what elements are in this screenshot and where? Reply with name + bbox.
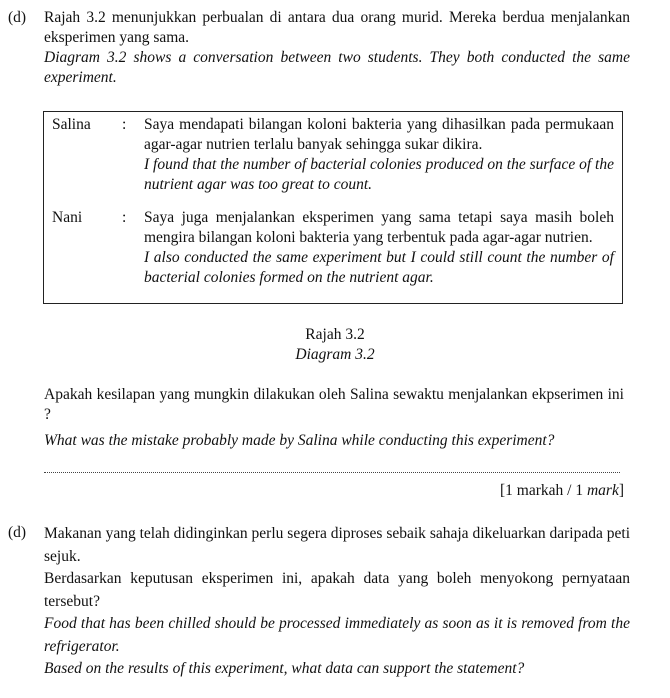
speech-malay: Saya juga menjalankan eksperimen yang sama tetapi saya masih boleh mengira bilangan koloni bakteria yang terbentuk pada agar-agar nutrien. — [144, 209, 614, 246]
conversation-box — [43, 111, 623, 304]
diagram-caption-malay: Rajah 3.2 — [305, 326, 365, 343]
question-d2 — [8, 523, 630, 681]
question-prompt — [44, 385, 624, 451]
speaker-separator: : — [122, 116, 127, 133]
prompt-malay: Apakah kesilapan yang mungkin dilakukan oleh Salina sewaktu menjalankan ekpserimen ini ? — [44, 386, 624, 423]
diagram-caption-english: Diagram 3.2 — [295, 346, 375, 363]
statement-malay: Makanan yang telah didinginkan perlu segera diproses sebaik sahaja dikeluarkan daripada peti sejuk. — [44, 525, 630, 565]
speaker-separator: : — [122, 209, 127, 226]
marks-label: [1 markah / 1 mark] — [500, 482, 624, 499]
question-english-text: Diagram 3.2 shows a conversation between two students. They both conducted the same experiment. — [44, 49, 630, 86]
question-malay-text: Rajah 3.2 menunjukkan perbualan di antara dua orang murid. Mereka berdua menjalankan eksperimen yang sama. — [44, 9, 630, 46]
question-label: (d) — [8, 524, 27, 541]
speech-english: I found that the number of bacterial colonies produced on the surface of the nutrient agar was too great to count. — [144, 156, 614, 193]
speaker-name: Salina — [52, 116, 91, 133]
speaker-name: Nani — [52, 209, 83, 226]
question-d1 — [8, 8, 630, 88]
prompt-english: Based on the results of this experiment, what data can support the statement? — [44, 660, 525, 677]
prompt-malay: Berdasarkan keputusan eksperimen ini, apakah data yang boleh menyokong pernyataan tersebut? — [44, 570, 630, 610]
prompt-english: What was the mistake probably made by Salina while conducting this experiment? — [44, 432, 555, 449]
speech-malay: Saya mendapati bilangan koloni bakteria yang dihasilkan pada permukaan agar-agar nutrien terlalu banyak sehingga sukar dikira. — [144, 116, 614, 153]
answer-line[interactable] — [44, 470, 620, 473]
question-label: (d) — [8, 9, 27, 26]
statement-english: Food that has been chilled should be processed immediately as soon as it is removed from the refrigerator. — [44, 615, 630, 655]
speech-english: I also conducted the same experiment but I could still count the number of bacterial colonies formed on the nutrient agar. — [144, 249, 614, 286]
